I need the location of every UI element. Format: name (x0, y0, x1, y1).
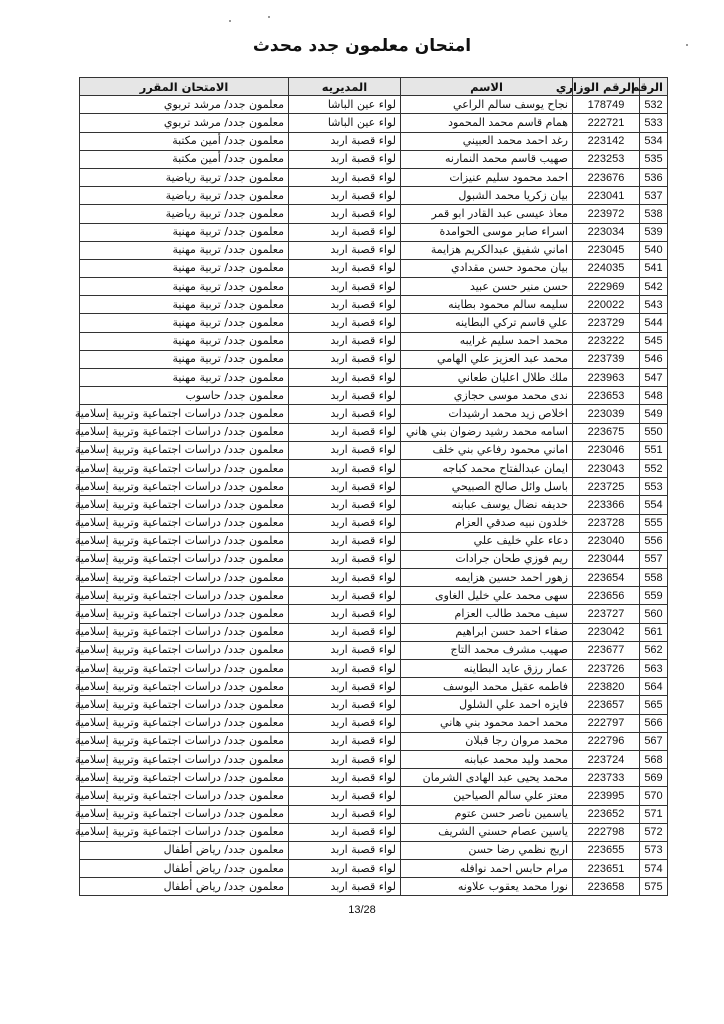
ministry-id: 223046 (573, 441, 640, 459)
ministry-id: 223652 (573, 805, 640, 823)
assigned-exam: معلمون جدد/ أمين مكتبة (80, 150, 289, 168)
row-number: 535 (640, 150, 668, 168)
directorate: لواء عين الباشا (289, 96, 401, 114)
table-row (80, 678, 668, 696)
assigned-exam: معلمون جدد/ دراسات اجتماعية وتربية إسلامية (80, 587, 289, 605)
table-row (80, 569, 668, 587)
ministry-id: 223724 (573, 750, 640, 768)
row-number: 556 (640, 532, 668, 550)
row-number: 536 (640, 168, 668, 186)
header-name: الاسم (401, 78, 573, 96)
table-row (80, 805, 668, 823)
assigned-exam: معلمون جدد/ تربية مهنية (80, 314, 289, 332)
table-row (80, 205, 668, 223)
directorate: لواء قصبة اربد (289, 150, 401, 168)
directorate: لواء قصبة اربد (289, 350, 401, 368)
directorate: لواء قصبة اربد (289, 605, 401, 623)
directorate: لواء قصبة اربد (289, 878, 401, 896)
row-number: 567 (640, 732, 668, 750)
table-row (80, 732, 668, 750)
candidate-name: زهور احمد حسين هزايمه (401, 569, 573, 587)
ministry-id: 223366 (573, 496, 640, 514)
ministry-id: 220022 (573, 296, 640, 314)
candidate-name: محمد عبد العزيز علي الهامي (401, 350, 573, 368)
directorate: لواء قصبة اربد (289, 678, 401, 696)
assigned-exam: معلمون جدد/ دراسات اجتماعية وتربية إسلامية (80, 605, 289, 623)
candidate-name: اماني شفيق عبدالكريم هزايمة (401, 241, 573, 259)
ministry-id: 223040 (573, 532, 640, 550)
candidate-name: ياسمين ناصر حسن عتوم (401, 805, 573, 823)
ministry-id: 223045 (573, 241, 640, 259)
ministry-id: 223654 (573, 569, 640, 587)
header-num: الرقم (640, 78, 668, 96)
ministry-id: 223653 (573, 387, 640, 405)
directorate: لواء قصبة اربد (289, 459, 401, 477)
assigned-exam: معلمون جدد/ دراسات اجتماعية وتربية إسلامية (80, 641, 289, 659)
row-number: 534 (640, 132, 668, 150)
ministry-id: 223043 (573, 459, 640, 477)
ministry-id: 223655 (573, 841, 640, 859)
ministry-id: 223041 (573, 187, 640, 205)
directorate: لواء قصبة اربد (289, 860, 401, 878)
row-number: 554 (640, 496, 668, 514)
table-row (80, 314, 668, 332)
row-number: 557 (640, 550, 668, 568)
directorate: لواء قصبة اربد (289, 550, 401, 568)
row-number: 550 (640, 423, 668, 441)
row-number: 573 (640, 841, 668, 859)
ministry-id: 223995 (573, 787, 640, 805)
header-ministry-id: الرقم الوزاري (573, 78, 640, 96)
table-row (80, 241, 668, 259)
table-row (80, 878, 668, 896)
row-number: 546 (640, 350, 668, 368)
directorate: لواء قصبة اربد (289, 660, 401, 678)
header-exam: الامتحان المقرر (80, 78, 289, 96)
table-row (80, 841, 668, 859)
table-row (80, 114, 668, 132)
ministry-id: 223656 (573, 587, 640, 605)
ministry-id: 222797 (573, 714, 640, 732)
candidate-name: عمار رزق عايد البطاينه (401, 660, 573, 678)
row-number: 549 (640, 405, 668, 423)
ministry-id: 223658 (573, 878, 640, 896)
assigned-exam: معلمون جدد/ مرشد تربوي (80, 114, 289, 132)
assigned-exam: معلمون جدد/ تربية مهنية (80, 332, 289, 350)
row-number: 551 (640, 441, 668, 459)
assigned-exam: معلمون جدد/ دراسات اجتماعية وتربية إسلامية (80, 732, 289, 750)
assigned-exam: معلمون جدد/ دراسات اجتماعية وتربية إسلامية (80, 405, 289, 423)
table-row (80, 823, 668, 841)
candidate-name: فاطمه عقيل محمد اليوسف (401, 678, 573, 696)
table-header-row (80, 78, 668, 96)
directorate: لواء قصبة اربد (289, 532, 401, 550)
table-row (80, 605, 668, 623)
table-row (80, 223, 668, 241)
row-number: 558 (640, 569, 668, 587)
assigned-exam: معلمون جدد/ دراسات اجتماعية وتربية إسلامية (80, 478, 289, 496)
directorate: لواء قصبة اربد (289, 496, 401, 514)
candidate-name: باسل وائل صالح الصبيحي (401, 478, 573, 496)
assigned-exam: معلمون جدد/ دراسات اجتماعية وتربية إسلامية (80, 569, 289, 587)
row-number: 563 (640, 660, 668, 678)
candidate-name: اخلاص زيد محمد ارشيدات (401, 405, 573, 423)
header-directorate: المديريه (289, 78, 401, 96)
assigned-exam: معلمون جدد/ دراسات اجتماعية وتربية إسلامية (80, 714, 289, 732)
assigned-exam: معلمون جدد/ مرشد تربوي (80, 96, 289, 114)
table-row (80, 150, 668, 168)
table-row (80, 550, 668, 568)
candidate-name: بيان محمود حسن مقدادي (401, 259, 573, 277)
assigned-exam: معلمون جدد/ دراسات اجتماعية وتربية إسلامية (80, 496, 289, 514)
table-row (80, 532, 668, 550)
ministry-id: 223727 (573, 605, 640, 623)
candidate-name: معتز علي سالم الصياحين (401, 787, 573, 805)
assigned-exam: معلمون جدد/ دراسات اجتماعية وتربية إسلامية (80, 423, 289, 441)
candidate-name: معاذ عيسى عبد القادر ابو قمر (401, 205, 573, 223)
assigned-exam: معلمون جدد/ رياض أطفال (80, 841, 289, 859)
ministry-id: 223728 (573, 514, 640, 532)
assigned-exam: معلمون جدد/ رياض أطفال (80, 860, 289, 878)
exam-roster-table (74, 77, 668, 896)
row-number: 570 (640, 787, 668, 805)
candidate-name: سيف محمد طالب العزام (401, 605, 573, 623)
candidate-name: بيان زكريا محمد الشبول (401, 187, 573, 205)
assigned-exam: معلمون جدد/ دراسات اجتماعية وتربية إسلامية (80, 623, 289, 641)
directorate: لواء قصبة اربد (289, 314, 401, 332)
directorate: لواء قصبة اربد (289, 223, 401, 241)
assigned-exam: معلمون جدد/ دراسات اجتماعية وتربية إسلامية (80, 750, 289, 768)
table-row (80, 332, 668, 350)
table-row (80, 750, 668, 768)
assigned-exam: معلمون جدد/ تربية مهنية (80, 296, 289, 314)
ministry-id: 223222 (573, 332, 640, 350)
table-row (80, 296, 668, 314)
directorate: لواء قصبة اربد (289, 787, 401, 805)
directorate: لواء قصبة اربد (289, 805, 401, 823)
candidate-name: اسراء صابر موسى الحوامدة (401, 223, 573, 241)
candidate-name: ياسين عصام حسني الشريف (401, 823, 573, 841)
directorate: لواء قصبة اربد (289, 423, 401, 441)
candidate-name: حديفه نضال يوسف عبابنه (401, 496, 573, 514)
candidate-name: همام قاسم محمد المحمود (401, 114, 573, 132)
assigned-exam: معلمون جدد/ دراسات اجتماعية وتربية إسلامية (80, 550, 289, 568)
table-row (80, 132, 668, 150)
ministry-id: 222798 (573, 823, 640, 841)
ministry-id: 223972 (573, 205, 640, 223)
assigned-exam: معلمون جدد/ تربية مهنية (80, 259, 289, 277)
assigned-exam: معلمون جدد/ دراسات اجتماعية وتربية إسلامية (80, 459, 289, 477)
row-number: 541 (640, 259, 668, 277)
candidate-name: نجاح يوسف سالم الراعي (401, 96, 573, 114)
ministry-id: 223739 (573, 350, 640, 368)
ministry-id: 223042 (573, 623, 640, 641)
assigned-exam: معلمون جدد/ دراسات اجتماعية وتربية إسلامية (80, 441, 289, 459)
candidate-name: سليمه سالم محمود بطاينه (401, 296, 573, 314)
table-row (80, 514, 668, 532)
directorate: لواء قصبة اربد (289, 278, 401, 296)
candidate-name: ريم فوزي طحان جرادات (401, 550, 573, 568)
directorate: لواء قصبة اربد (289, 405, 401, 423)
row-number: 572 (640, 823, 668, 841)
ministry-id: 223963 (573, 369, 640, 387)
scan-speck (229, 20, 231, 22)
candidate-name: حسن منير حسن عبيد (401, 278, 573, 296)
assigned-exam: معلمون جدد/ تربية رياضية (80, 187, 289, 205)
table-row (80, 387, 668, 405)
assigned-exam: معلمون جدد/ تربية رياضية (80, 168, 289, 186)
candidate-name: اماني محمود رفاعي بني خلف (401, 441, 573, 459)
page-number: 13/28 (348, 904, 376, 916)
row-number: 575 (640, 878, 668, 896)
candidate-name: رغد احمد محمد العبيني (401, 132, 573, 150)
ministry-id: 223733 (573, 769, 640, 787)
candidate-name: ملك طلال اعليان طعاني (401, 369, 573, 387)
directorate: لواء قصبة اربد (289, 714, 401, 732)
directorate: لواء قصبة اربد (289, 332, 401, 350)
table-row (80, 587, 668, 605)
table-row (80, 350, 668, 368)
candidate-name: صهيب قاسم محمد النمارنه (401, 150, 573, 168)
directorate: لواء قصبة اربد (289, 514, 401, 532)
page-title: امتحان معلمون جدد محدث (252, 36, 472, 56)
ministry-id: 223142 (573, 132, 640, 150)
assigned-exam: معلمون جدد/ دراسات اجتماعية وتربية إسلامية (80, 696, 289, 714)
directorate: لواء قصبة اربد (289, 478, 401, 496)
row-number: 569 (640, 769, 668, 787)
directorate: لواء قصبة اربد (289, 168, 401, 186)
candidate-name: محمد يحيى عبد الهادى الشرمان (401, 769, 573, 787)
table-row (80, 405, 668, 423)
assigned-exam: معلمون جدد/ تربية مهنية (80, 241, 289, 259)
directorate: لواء قصبة اربد (289, 205, 401, 223)
table-row (80, 769, 668, 787)
ministry-id: 223044 (573, 550, 640, 568)
candidate-name: ندى محمد موسى حجازي (401, 387, 573, 405)
candidate-name: محمد مروان رجا قبلان (401, 732, 573, 750)
row-number: 532 (640, 96, 668, 114)
directorate: لواء عين الباشا (289, 114, 401, 132)
ministry-id: 222721 (573, 114, 640, 132)
directorate: لواء قصبة اربد (289, 296, 401, 314)
directorate: لواء قصبة اربد (289, 841, 401, 859)
table-row (80, 660, 668, 678)
row-number: 561 (640, 623, 668, 641)
ministry-id: 223657 (573, 696, 640, 714)
table-row (80, 478, 668, 496)
candidate-name: علي قاسم تركي البطاينه (401, 314, 573, 332)
ministry-id: 223039 (573, 405, 640, 423)
assigned-exam: معلمون جدد/ تربية مهنية (80, 223, 289, 241)
candidate-name: دعاء علي خليف علي (401, 532, 573, 550)
row-number: 566 (640, 714, 668, 732)
row-number: 564 (640, 678, 668, 696)
directorate: لواء قصبة اربد (289, 387, 401, 405)
directorate: لواء قصبة اربد (289, 187, 401, 205)
candidate-name: محمد احمد سليم غرايبه (401, 332, 573, 350)
directorate: لواء قصبة اربد (289, 441, 401, 459)
table-row (80, 860, 668, 878)
ministry-id: 223677 (573, 641, 640, 659)
ministry-id: 222969 (573, 278, 640, 296)
candidate-name: خلدون نبيه صدقي العزام (401, 514, 573, 532)
table-row (80, 259, 668, 277)
candidate-name: محمد وليد محمد عبابنه (401, 750, 573, 768)
table-row (80, 459, 668, 477)
ministry-id: 224035 (573, 259, 640, 277)
row-number: 562 (640, 641, 668, 659)
directorate: لواء قصبة اربد (289, 823, 401, 841)
candidate-name: احمد محمود سليم عنيزات (401, 168, 573, 186)
directorate: لواء قصبة اربد (289, 369, 401, 387)
ministry-id: 222796 (573, 732, 640, 750)
candidate-name: اسامه محمد رشيد رضوان بني هاني (401, 423, 573, 441)
assigned-exam: معلمون جدد/ تربية مهنية (80, 350, 289, 368)
table-row (80, 696, 668, 714)
ministry-id: 223725 (573, 478, 640, 496)
row-number: 553 (640, 478, 668, 496)
assigned-exam: معلمون جدد/ دراسات اجتماعية وتربية إسلامية (80, 514, 289, 532)
assigned-exam: معلمون جدد/ دراسات اجتماعية وتربية إسلامية (80, 769, 289, 787)
table-row (80, 369, 668, 387)
table-row (80, 496, 668, 514)
ministry-id: 223820 (573, 678, 640, 696)
directorate: لواء قصبة اربد (289, 696, 401, 714)
candidate-name: ايمان عبدالفتاح محمد كباجه (401, 459, 573, 477)
table-row (80, 168, 668, 186)
row-number: 568 (640, 750, 668, 768)
table-row (80, 714, 668, 732)
candidate-name: اريج نظمي رضا حسن (401, 841, 573, 859)
assigned-exam: معلمون جدد/ تربية مهنية (80, 278, 289, 296)
table-row (80, 787, 668, 805)
table-row (80, 623, 668, 641)
assigned-exam: معلمون جدد/ تربية رياضية (80, 205, 289, 223)
ministry-id: 223253 (573, 150, 640, 168)
row-number: 537 (640, 187, 668, 205)
assigned-exam: معلمون جدد/ رياض أطفال (80, 878, 289, 896)
row-number: 533 (640, 114, 668, 132)
candidate-name: فايزه احمد علي الشلول (401, 696, 573, 714)
candidate-name: نورا محمد يعقوب علاونه (401, 878, 573, 896)
ministry-id: 223675 (573, 423, 640, 441)
candidate-name: سهى محمد علي خليل الغاوى (401, 587, 573, 605)
table-row (80, 641, 668, 659)
directorate: لواء قصبة اربد (289, 623, 401, 641)
table-row (80, 423, 668, 441)
row-number: 544 (640, 314, 668, 332)
directorate: لواء قصبة اربد (289, 750, 401, 768)
table-row (80, 96, 668, 114)
row-number: 543 (640, 296, 668, 314)
row-number: 540 (640, 241, 668, 259)
row-number: 565 (640, 696, 668, 714)
row-number: 538 (640, 205, 668, 223)
candidate-name: محمد احمد محمود بني هاني (401, 714, 573, 732)
row-number: 555 (640, 514, 668, 532)
row-number: 542 (640, 278, 668, 296)
directorate: لواء قصبة اربد (289, 241, 401, 259)
directorate: لواء قصبة اربد (289, 732, 401, 750)
candidate-name: صهيب مشرف محمد التاج (401, 641, 573, 659)
assigned-exam: معلمون جدد/ دراسات اجتماعية وتربية إسلامية (80, 660, 289, 678)
ministry-id: 223729 (573, 314, 640, 332)
row-number: 552 (640, 459, 668, 477)
assigned-exam: معلمون جدد/ دراسات اجتماعية وتربية إسلامية (80, 805, 289, 823)
candidate-name: صفاء احمد حسن ابراهيم (401, 623, 573, 641)
row-number: 574 (640, 860, 668, 878)
row-number: 548 (640, 387, 668, 405)
assigned-exam: معلمون جدد/ دراسات اجتماعية وتربية إسلامية (80, 532, 289, 550)
ministry-id: 223034 (573, 223, 640, 241)
row-number: 545 (640, 332, 668, 350)
directorate: لواء قصبة اربد (289, 769, 401, 787)
assigned-exam: معلمون جدد/ حاسوب (80, 387, 289, 405)
directorate: لواء قصبة اربد (289, 569, 401, 587)
assigned-exam: معلمون جدد/ دراسات اجتماعية وتربية إسلامية (80, 678, 289, 696)
assigned-exam: معلمون جدد/ تربية مهنية (80, 369, 289, 387)
row-number: 559 (640, 587, 668, 605)
table-row (80, 278, 668, 296)
row-number: 571 (640, 805, 668, 823)
ministry-id: 223676 (573, 168, 640, 186)
assigned-exam: معلمون جدد/ دراسات اجتماعية وتربية إسلامية (80, 823, 289, 841)
ministry-id: 178749 (573, 96, 640, 114)
scan-speck (268, 16, 270, 18)
row-number: 547 (640, 369, 668, 387)
ministry-id: 223651 (573, 860, 640, 878)
directorate: لواء قصبة اربد (289, 259, 401, 277)
directorate: لواء قصبة اربد (289, 587, 401, 605)
assigned-exam: معلمون جدد/ أمين مكتبة (80, 132, 289, 150)
table-row (80, 187, 668, 205)
ministry-id: 223726 (573, 660, 640, 678)
row-number: 560 (640, 605, 668, 623)
directorate: لواء قصبة اربد (289, 132, 401, 150)
directorate: لواء قصبة اربد (289, 641, 401, 659)
table-body (74, 96, 668, 896)
row-number: 539 (640, 223, 668, 241)
table-row (80, 441, 668, 459)
assigned-exam: معلمون جدد/ دراسات اجتماعية وتربية إسلامية (80, 787, 289, 805)
candidate-name: مرام حابس احمد نوافله (401, 860, 573, 878)
